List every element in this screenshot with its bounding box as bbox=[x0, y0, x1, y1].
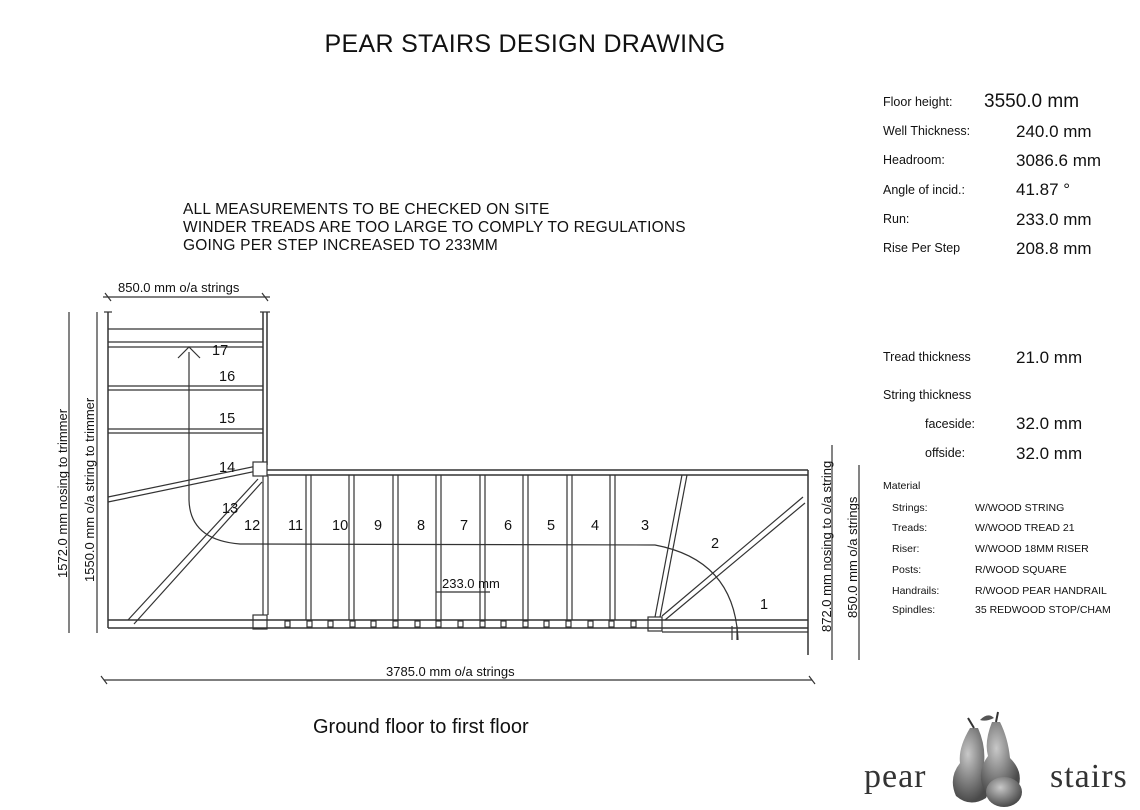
step-number: 15 bbox=[219, 411, 236, 427]
step-number: 13 bbox=[222, 501, 239, 517]
going-label: 233.0 mm bbox=[442, 576, 500, 591]
step-number: 3 bbox=[641, 518, 650, 534]
step-number: 1 bbox=[760, 597, 769, 613]
material-label: Riser: bbox=[892, 543, 920, 555]
newel-post bbox=[648, 617, 662, 631]
material-label: Treads: bbox=[892, 522, 928, 534]
material-label: Strings: bbox=[892, 502, 928, 514]
tread-thickness-label: Tread thickness bbox=[883, 350, 971, 364]
spindles bbox=[285, 621, 636, 627]
right-string-label: 850.0 mm o/a strings bbox=[845, 496, 860, 618]
material-label: Spindles: bbox=[892, 604, 936, 616]
riser-lines bbox=[306, 475, 615, 620]
step-number: 5 bbox=[547, 518, 556, 534]
spec-value: 233.0 mm bbox=[1016, 210, 1092, 229]
step-number: 16 bbox=[219, 369, 236, 385]
offside-label: offside: bbox=[925, 446, 966, 460]
material-value: W/WOOD STRING bbox=[975, 502, 1065, 514]
logo-word-stairs: stairs bbox=[1050, 758, 1128, 795]
winder-line bbox=[665, 503, 805, 620]
right-nosing-label: 872.0 mm nosing to o/a string bbox=[819, 460, 834, 632]
offside-value: 32.0 mm bbox=[1016, 444, 1083, 463]
material-value: R/WOOD SQUARE bbox=[975, 564, 1067, 576]
material-value: R/WOOD PEAR HANDRAIL bbox=[975, 585, 1107, 597]
step-number: 14 bbox=[219, 460, 236, 476]
left-nosing-label: 1572.0 mm nosing to trimmer bbox=[55, 408, 70, 578]
faceside-label: faceside: bbox=[925, 417, 976, 431]
material-label: Posts: bbox=[892, 564, 922, 576]
string-thickness-label: String thickness bbox=[883, 388, 972, 402]
material-label: Handrails: bbox=[892, 585, 940, 597]
spec-label: Run: bbox=[883, 212, 910, 226]
winder-line bbox=[128, 479, 261, 620]
note-line: ALL MEASUREMENTS TO BE CHECKED ON SITE bbox=[183, 201, 550, 218]
newel-post bbox=[253, 615, 267, 629]
note-line: GOING PER STEP INCREASED TO 233MM bbox=[183, 237, 498, 254]
drawing-caption: Ground floor to first floor bbox=[313, 716, 529, 738]
step-number: 10 bbox=[332, 518, 349, 534]
material-value: 35 REDWOOD STOP/CHAM bbox=[975, 604, 1111, 616]
material-heading: Material bbox=[883, 480, 921, 492]
winder-line bbox=[660, 475, 687, 617]
note-line: WINDER TREADS ARE TOO LARGE TO COMPLY TO REGULATIONS bbox=[183, 219, 686, 236]
winder-line bbox=[662, 497, 803, 616]
spec-label: Angle of incid.: bbox=[883, 183, 965, 197]
material-value: W/WOOD TREAD 21 bbox=[975, 522, 1075, 534]
step-number: 7 bbox=[460, 518, 469, 534]
tread-thickness-value: 21.0 mm bbox=[1016, 348, 1083, 367]
step-number: 4 bbox=[591, 518, 600, 534]
spec-value: 41.87 ° bbox=[1016, 180, 1071, 199]
spec-label: Well Thickness: bbox=[883, 124, 971, 138]
step-number: 8 bbox=[417, 518, 426, 534]
drawing-title: PEAR STAIRS DESIGN DRAWING bbox=[324, 30, 726, 58]
bottom-width-label: 3785.0 mm o/a strings bbox=[386, 664, 515, 679]
newel-post bbox=[253, 462, 267, 476]
spec-label: Floor height: bbox=[883, 95, 953, 109]
pear-fruit-icon bbox=[930, 708, 1030, 808]
step-number: 12 bbox=[244, 518, 261, 534]
spec-value: 208.8 mm bbox=[1016, 239, 1092, 258]
spec-value: 3550.0 mm bbox=[984, 91, 1080, 112]
spec-value: 240.0 mm bbox=[1016, 122, 1092, 141]
spec-label: Headroom: bbox=[883, 153, 945, 167]
logo-word-pear: pear bbox=[864, 758, 927, 795]
winder-line bbox=[134, 482, 262, 624]
spec-value: 3086.6 mm bbox=[1016, 151, 1102, 170]
walking-line bbox=[189, 352, 738, 640]
step-number: 17 bbox=[212, 343, 229, 359]
step-number: 9 bbox=[374, 518, 383, 534]
faceside-value: 32.0 mm bbox=[1016, 414, 1083, 433]
step-number: 11 bbox=[288, 518, 304, 534]
top-width-label: 850.0 mm o/a strings bbox=[118, 280, 240, 295]
left-string-label: 1550.0 mm o/a string to trimmer bbox=[82, 397, 97, 582]
step-number: 6 bbox=[504, 518, 513, 534]
step-number: 2 bbox=[711, 536, 720, 552]
material-value: W/WOOD 18MM RISER bbox=[975, 543, 1089, 555]
spec-label: Rise Per Step bbox=[883, 241, 961, 255]
